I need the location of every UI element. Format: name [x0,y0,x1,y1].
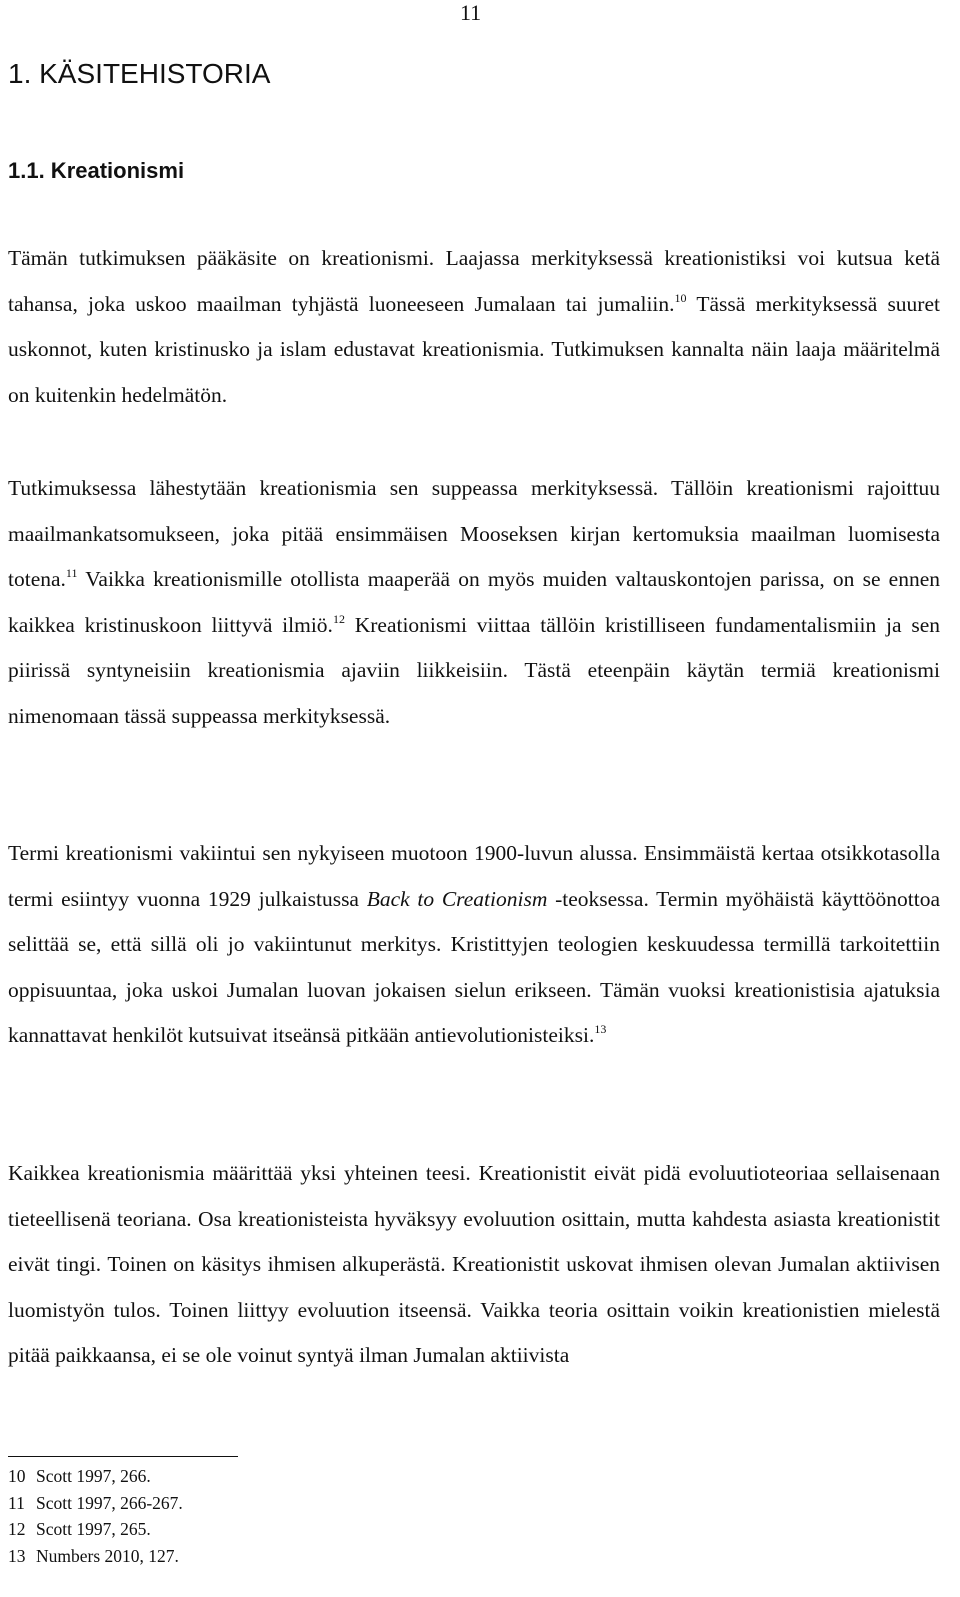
footnote-item [8,1490,183,1517]
paragraph-1-text-b: Tässä merkityksessä suuret uskonnot, kuten kristinusko ja islam edustavat kreationismia. Tutkimuksen kannalta näin laaja määritelmä on kuitenkin hedelmätön. [8,291,940,407]
paragraph-2-text-c: Kreationismi viittaa tällöin kristilliseen fundamentalismiin ja sen piirissä syntyneisiin kreationismia ajaviin liikkeisiin. Tästä eteenpäin käytän termiä kreationismi nimenomaan tässä suppeassa merkityksessä. [8,612,941,728]
footnote-text: Scott 1997, 266-267. [36,1492,183,1513]
footnote-item [8,1516,183,1543]
paragraph-3-text-b: -teoksessa. Termin myöhäistä käyttöönottoa selittää se, että sillä oli jo vakiintunut merkitys. Kristittyjen teologien keskuudessa termillä tarkoitettiin oppisuuntaa, joka uskoi Jumalan luovan jokaisen sielun erikseen. Tämän vuoksi kreationistisia ajatuksia kannattavat henkilöt kutsuivat itseänsä pitkään antievolutionisteiksi. [8,886,941,1047]
section-heading: 1.1. Kreationismi [8,158,185,183]
book-title: Back to Creationism [366,886,548,911]
footnotes-list [8,1463,183,1569]
footnote-number: 13 [8,1545,26,1566]
footnote-item [8,1543,183,1570]
footnote-text: Scott 1997, 265. [36,1519,151,1539]
paragraph-3 [8,831,940,1059]
page-number: 11 [460,0,482,25]
paragraph-1 [8,236,940,418]
footnote-number: 11 [8,1492,25,1513]
footnote-item [8,1463,183,1490]
footnote-ref-11[interactable]: 11 [65,566,78,580]
footnote-separator [8,1456,238,1457]
footnote-number: 10 [8,1466,26,1486]
footnote-ref-10[interactable]: 10 [674,290,687,305]
chapter-heading: 1. KÄSITEHISTORIA [8,58,271,89]
footnote-ref-13[interactable]: 13 [594,1022,607,1036]
paragraph-2 [8,466,940,739]
footnote-text: Scott 1997, 266. [36,1466,151,1486]
footnote-ref-12[interactable]: 12 [332,611,345,626]
paragraph-2-text-a: Tutkimuksessa lähestytään kreationismia sen suppeassa merkityksessä. Tällöin kreationismi rajoittuu maailmankatsomukseen, joka pitää ensimmäisen Mooseksen kirjan kertomuksia maailman luomisesta totena. [8,476,940,591]
paragraph-4: Kaikkea kreationismia määrittää yksi yhteinen teesi. Kreationistit eivät pidä evoluutioteoriaa sellaisenaan tieteellisenä teoriana. Osa kreationisteista hyväksyy evoluution osittain, mutta kahdesta asiasta kreationistit eivät tingi. Toinen on käsitys ihmisen alkuperästä. Kreationistit uskovat ihmisen olevan Jumalan aktiivisen luomistyön tulos. Toinen liittyy evoluution itseensä. Vaikka teoria osittain voikin kreationistien mielestä pitää paikkaansa, ei se ole voinut syntyä ilman Jumalan aktiivista [8,1161,940,1367]
paragraph-3-text-a: Termi kreationismi vakiintui sen nykyiseen muotoon 1900-luvun alussa. Ensimmäistä kertaa otsikkotasolla termi esiintyy vuonna 1929 julkaistussa [8,841,940,911]
footnote-number: 12 [8,1519,26,1539]
paragraph-2-text-b: Vaikka kreationismille otollista maaperää on myös muiden valtauskontojen parissa, on se ennen kaikkea kristinuskoon liittyvä ilmiö. [8,567,940,637]
footnote-text: Numbers 2010, 127. [36,1545,179,1566]
paragraph-1-text-a: Tämän tutkimuksen pääkäsite on kreationismi. Laajassa merkityksessä kreationistiksi voi kutsua ketä tahansa, joka uskoo maailman tyhjästä luoneeseen Jumalaan tai jumaliin. [8,246,940,316]
